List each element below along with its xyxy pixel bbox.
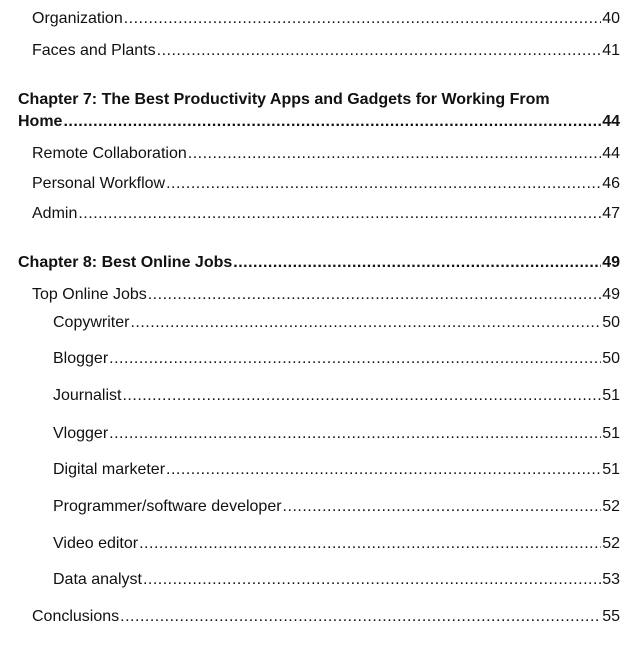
toc-entry-personal-workflow[interactable] bbox=[32, 174, 620, 194]
toc-entry-title: Conclusions bbox=[32, 608, 120, 625]
chapter-7-page: 44 bbox=[602, 113, 620, 130]
chapter-7-title-line2: Home bbox=[18, 113, 63, 130]
toc-entry-admin[interactable] bbox=[32, 204, 620, 224]
dot-leader bbox=[139, 534, 601, 554]
dot-leader bbox=[109, 349, 601, 369]
toc-entry-title: Video editor bbox=[53, 535, 139, 552]
toc-entry-title: Remote Collaboration bbox=[32, 145, 187, 162]
dot-leader bbox=[109, 424, 601, 444]
chapter-8-title: Chapter 8: Best Online Jobs bbox=[18, 254, 233, 271]
dot-leader bbox=[78, 204, 601, 224]
toc-entry-title: Blogger bbox=[53, 350, 109, 367]
toc-entry-page: 49 bbox=[602, 286, 620, 303]
dot-leader bbox=[188, 144, 601, 164]
toc-entry-page: 46 bbox=[602, 175, 620, 192]
dot-leader bbox=[157, 41, 602, 61]
toc-entry-title: Personal Workflow bbox=[32, 175, 166, 192]
dot-leader bbox=[143, 570, 601, 590]
toc-entry-title: Programmer/software developer bbox=[53, 498, 282, 515]
dot-leader bbox=[283, 497, 602, 517]
toc-entry-title: Copywriter bbox=[53, 314, 130, 331]
dot-leader bbox=[120, 607, 601, 627]
toc-entry-page: 51 bbox=[602, 387, 620, 404]
toc-chapter-7[interactable] bbox=[18, 112, 620, 132]
toc-entry-title: Data analyst bbox=[53, 571, 142, 588]
toc-entry-conclusions[interactable] bbox=[32, 607, 620, 627]
toc-entry-page: 51 bbox=[602, 425, 620, 442]
toc-entry-page: 50 bbox=[602, 314, 620, 331]
dot-leader bbox=[166, 460, 601, 480]
toc-subentry-video-editor[interactable] bbox=[53, 534, 620, 554]
toc-subentry-programmer[interactable] bbox=[53, 497, 620, 517]
dot-leader bbox=[130, 313, 601, 333]
toc-subentry-vlogger[interactable] bbox=[53, 424, 620, 444]
dot-leader bbox=[233, 253, 601, 273]
toc-entry-top-online-jobs[interactable] bbox=[32, 285, 620, 305]
dot-leader bbox=[166, 174, 601, 194]
toc-entry-page: 55 bbox=[602, 608, 620, 625]
toc-subentry-copywriter[interactable] bbox=[53, 313, 620, 333]
toc-entry-page: 44 bbox=[602, 145, 620, 162]
toc-entry-title: Admin bbox=[32, 205, 78, 222]
toc-entry-page: 50 bbox=[602, 350, 620, 367]
toc-entry-title: Digital marketer bbox=[53, 461, 166, 478]
toc-entry-organization[interactable] bbox=[32, 9, 620, 29]
toc-entry-page: 47 bbox=[602, 205, 620, 222]
toc-entry-page: 52 bbox=[602, 498, 620, 515]
toc-entry-title: Organization bbox=[32, 10, 123, 27]
toc-entry-title: Vlogger bbox=[53, 425, 109, 442]
toc-subentry-journalist[interactable] bbox=[53, 386, 620, 406]
dot-leader bbox=[63, 112, 601, 132]
toc-subentry-data-analyst[interactable] bbox=[53, 570, 620, 590]
toc-entry-page: 51 bbox=[602, 461, 620, 478]
chapter-8-page: 49 bbox=[602, 254, 620, 271]
toc-entry-page: 53 bbox=[602, 571, 620, 588]
dot-leader bbox=[124, 9, 601, 29]
toc-entry-page: 41 bbox=[602, 42, 620, 59]
toc-chapter-8[interactable] bbox=[18, 253, 620, 273]
toc-entry-title: Top Online Jobs bbox=[32, 286, 147, 303]
toc-entry-title: Faces and Plants bbox=[32, 42, 156, 59]
dot-leader bbox=[148, 285, 601, 305]
toc-subentry-digital-marketer[interactable] bbox=[53, 460, 620, 480]
toc-entry-page: 40 bbox=[602, 10, 620, 27]
toc-entry-remote-collaboration[interactable] bbox=[32, 144, 620, 164]
chapter-7-title-line1[interactable]: Chapter 7: The Best Productivity Apps and Gadgets for Working From bbox=[18, 91, 550, 108]
toc-entry-page: 52 bbox=[602, 535, 620, 552]
toc-entry-title: Journalist bbox=[53, 387, 122, 404]
toc-subentry-blogger[interactable] bbox=[53, 349, 620, 369]
dot-leader bbox=[122, 386, 601, 406]
toc-entry-faces-and-plants[interactable] bbox=[32, 41, 620, 61]
